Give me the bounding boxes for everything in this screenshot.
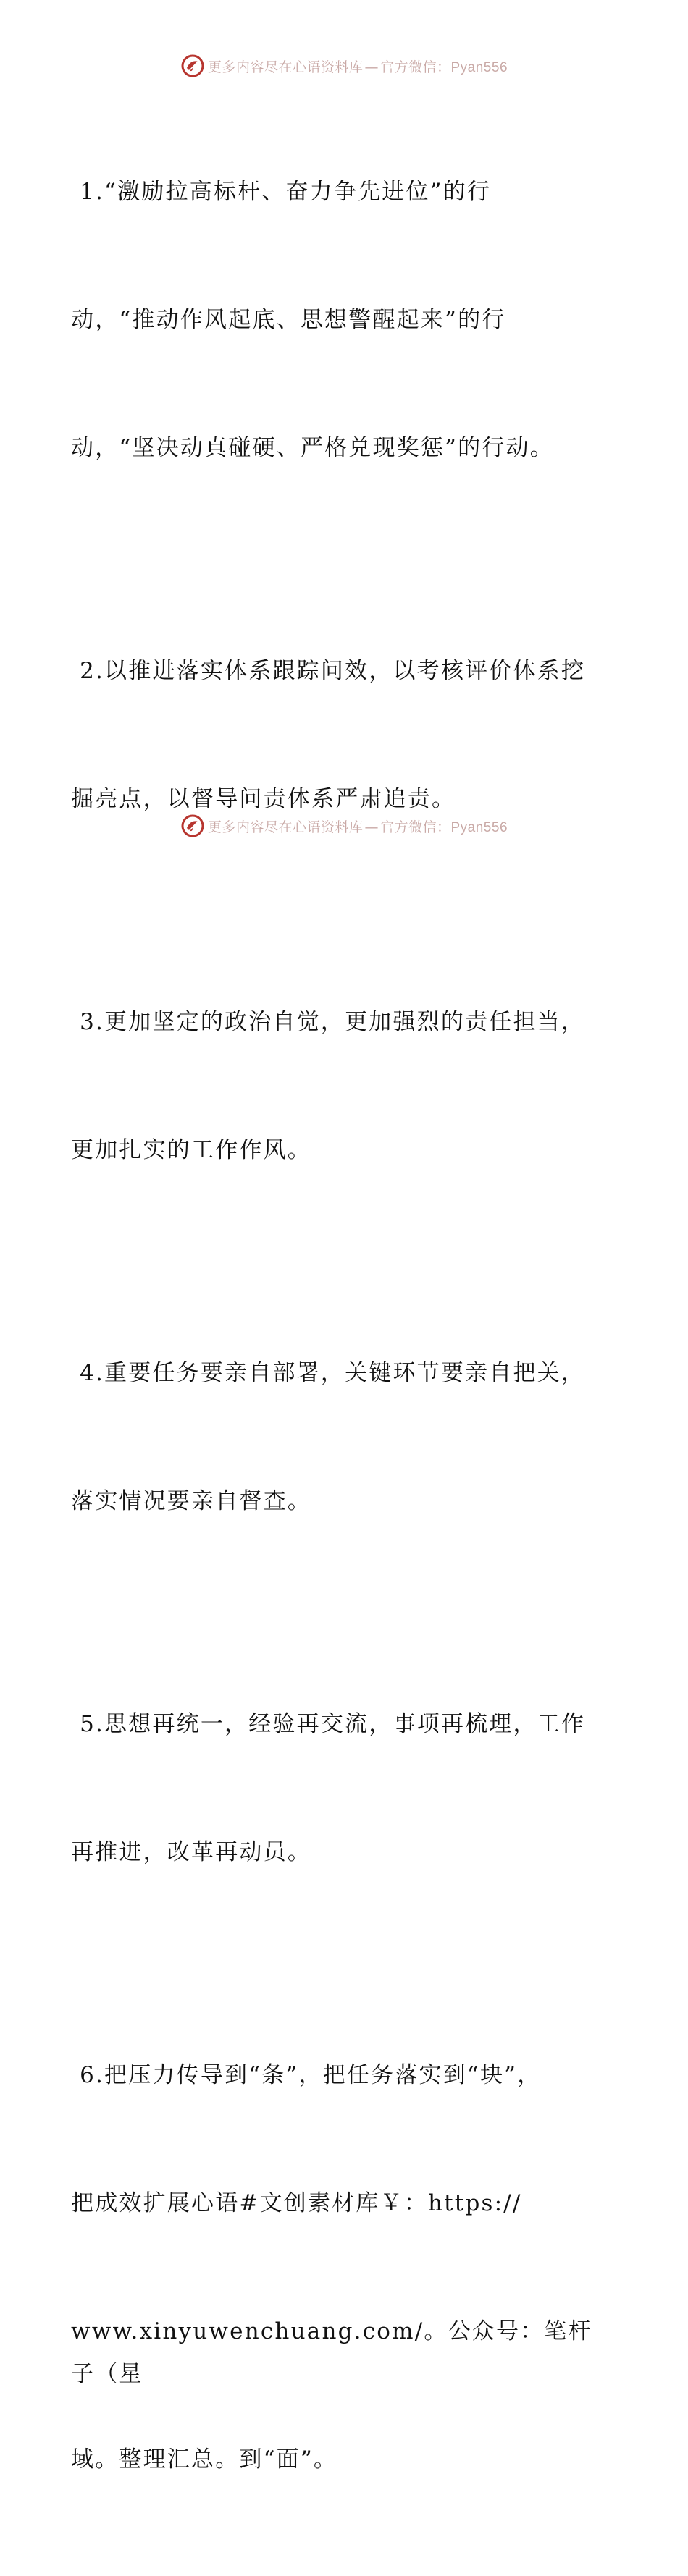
paragraph-line: 6.把压力传导到“条”，把任务落实到“块”， — [71, 2062, 542, 2088]
paragraph-line: 动，“坚决动真碰硬、严格兑现奖惩”的行动。 — [71, 435, 554, 461]
header-watermark — [0, 51, 688, 80]
paragraph-line: 1.“激励拉高标杆、奋力争先进位”的行 — [71, 179, 492, 205]
paragraph-5 — [71, 1618, 604, 1959]
paragraph-line: www.xinyuwenchuang.com/。公众号：笔杆子（星 — [71, 2318, 592, 2387]
paragraph-1 — [71, 85, 604, 555]
watermark-separator: — — [364, 819, 379, 835]
paragraph-line: 动，“推动作风起底、思想警醒起来”的行 — [71, 307, 506, 333]
paragraph-line: 更加扎实的工作作风。 — [71, 1137, 311, 1163]
watermark-official: 官方微信： — [379, 819, 451, 835]
paragraph-6 — [71, 1969, 604, 2567]
red-swirl-logo-icon — [180, 814, 205, 838]
paragraph-line: 把成效扩展心语#文创素材库￥：https:// — [71, 2190, 522, 2216]
watermark-id: Pyan556 — [450, 59, 508, 75]
paragraph-line: 域。整理汇总。到“面”。 — [71, 2446, 338, 2472]
paragraph-3 — [71, 916, 604, 1257]
red-swirl-logo-icon — [180, 54, 205, 78]
document-body — [71, 85, 604, 2576]
paragraph-line: 掘亮点，以督导问责体系严肃追责。 — [71, 786, 456, 812]
paragraph-line: 2.以推进落实体系跟踪问效，以考核评价体系挖 — [71, 658, 586, 684]
paragraph-4 — [71, 1267, 604, 1608]
paragraph-2 — [71, 565, 604, 906]
watermark-id: Pyan556 — [450, 819, 508, 835]
watermark-separator: — — [364, 59, 379, 75]
paragraph-line: 落实情况要亲自督查。 — [71, 1488, 311, 1514]
watermark-main: 更多内容尽在心语资料库 — [207, 819, 364, 835]
paragraph-line: 3.更加坚定的政治自觉，更加强烈的责任担当， — [71, 1009, 586, 1035]
watermark-official: 官方微信： — [379, 59, 451, 75]
footer-watermark — [0, 811, 688, 840]
paragraph-line: 4.重要任务要亲自部署，关键环节要亲自把关， — [71, 1360, 586, 1386]
watermark-main: 更多内容尽在心语资料库 — [207, 59, 364, 75]
watermark-text — [208, 816, 508, 836]
watermark-text — [208, 56, 508, 76]
paragraph-line: 再推进，改革再动员。 — [71, 1839, 311, 1865]
paragraph-line: 5.思想再统一，经验再交流，事项再梳理，工作 — [71, 1711, 586, 1737]
